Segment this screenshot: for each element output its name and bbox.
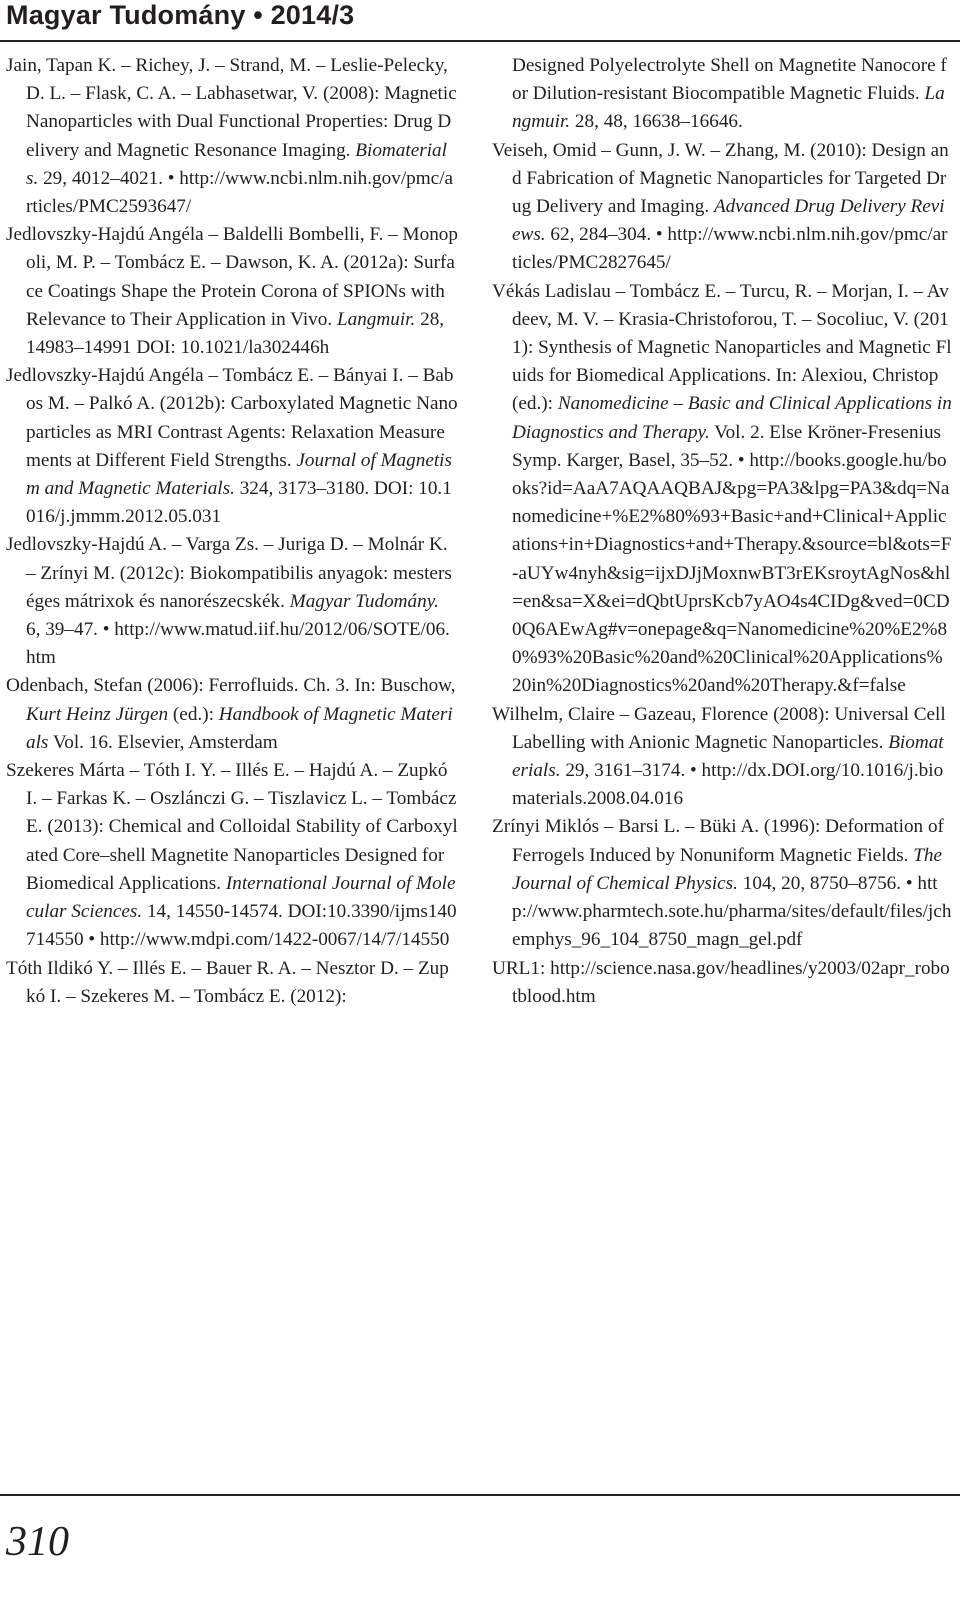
reference-entry: Szekeres Márta – Tóth I. Y. – Illés E. – Hajdú A. – Zupkó I. – Farkas K. – Oszlánczi G. – Tiszlavicz L. – Tombácz E. (2013): Chemical and Colloidal Stability of Carboxylated Core–shell Magnetite Nanoparticles Designed for Biomedical Applications. International Journal of Molecular Sciences. 14, 14550-14574. DOI:10.3390/ijms140714550 • http://www.mdpi.com/1422-0067/14/7/14550: [6, 760, 458, 951]
header-rule: [0, 40, 960, 42]
reference-entry: Veiseh, Omid – Gunn, J. W. – Zhang, M. (2010): Design and Fabrication of Magnetic Nanoparticles for Targeted Drug Delivery and Imaging. Advanced Drug Delivery Reviews. 62, 284–304. • http://www.ncbi.nlm.nih.gov/pmc/articles/PMC2827645/: [492, 139, 949, 274]
journal-header: Magyar Tudomány • 2014/3: [6, 0, 355, 30]
reference-entry: Jedlovszky-Hajdú A. – Varga Zs. – Juriga D. – Molnár K. – Zrínyi M. (2012c): Biokompatibilis anyagok: mesterséges mátrixok és nanorészecskék. Magyar Tudomány. 6, 39–47. • http://www.matud.iif.hu/2012/06/SOTE/06.htm: [6, 534, 452, 669]
page-number: 310: [6, 1519, 69, 1565]
reference-entry: Zrínyi Miklós – Barsi L. – Büki A. (1996): Deformation of Ferrogels Induced by Nonuniform Magnetic Fields. The Journal of Chemical Physics. 104, 20, 8750–8756. • http://www.pharmtech.sote.hu/pharma/sites/default/files/jchemphys_96_104_8750_magn_gel.pdf: [492, 816, 952, 951]
reference-column-left: [6, 52, 458, 1011]
reference-entry: Tóth Ildikó Y. – Illés E. – Bauer R. A. – Nesztor D. – Zupkó I. – Szekeres M. – Tombácz E. (2012):: [6, 957, 449, 1007]
reference-entry: Odenbach, Stefan (2006): Ferrofluids. Ch. 3. In: Buschow, Kurt Heinz Jürgen (ed.): Handbook of Magnetic Materials Vol. 16. Elsevier, Amsterdam: [6, 675, 456, 753]
reference-entry: Jedlovszky-Hajdú Angéla – Tombácz E. – Bányai I. – Babos M. – Palkó A. (2012b): Carboxylated Magnetic Nanoparticles as MRI Contrast Agents: Relaxation Measurements at Different Field Strengths. Journal of Magnetism and Magnetic Materials. 324, 3173–3180. DOI: 10.1016/j.jmmm.2012.05.031: [6, 365, 458, 528]
reference-entry: Jedlovszky-Hajdú Angéla – Baldelli Bombelli, F. – Monopoli, M. P. – Tombácz E. – Dawson, K. A. (2012a): Surface Coatings Shape the Protein Corona of SPIONs with Relevance to Their Application in Vivo. Langmuir. 28, 14983–14991 DOI: 10.1021/la302446h: [6, 224, 458, 359]
footer-rule: [0, 1494, 960, 1496]
reference-column-right: [492, 52, 952, 1011]
reference-entry: Jain, Tapan K. – Richey, J. – Strand, M. – Leslie-Pelecky, D. L. – Flask, C. A. – Labhasetwar, V. (2008): Magnetic Nanoparticles with Dual Functional Properties: Drug Delivery and Magnetic Resonance Imaging. Biomaterials. 29, 4012–4021. • http://www.ncbi.nlm.nih.gov/pmc/articles/PMC2593647/: [6, 55, 457, 218]
reference-entry-continued: Designed Polyelectrolyte Shell on Magnetite Nanocore for Dilution-resistant Biocompatible Magnetic Fluids. Langmuir. 28, 48, 16638–16646.: [512, 55, 947, 133]
reference-entry: Vékás Ladislau – Tombácz E. – Turcu, R. – Morjan, I. – Avdeev, M. V. – Krasia-Christoforou, T. – Socoliuc, V. (2011): Synthesis of Magnetic Nanoparticles and Magnetic Fluids for Biomedical Applications. In: Alexiou, Christop (ed.): Nanomedicine – Basic and Clinical Applications in Diagnostics and Therapy. Vol. 2. Else Kröner-Fresenius Symp. Karger, Basel, 35–52. • http://books.google.hu/books?id=AaA7AQAAQBAJ&pg=PA3&lpg=PA3&dq=Nanomedicine+%E2%80%93+Basic+and+Clinical+Applications+in+Diagnostics+and+Therapy.&source=bl&ots=F-aUYw4nyh&sig=ijxDJjMoxnwBT3rEKsroytAgNos&hl=en&sa=X&ei=dQbtUprsKcb7yAO4s4CIDg&ved=0CD0Q6AEwAg#v=onepage&q=Nanomedicine%20%E2%80%93%20Basic%20and%20Clinical%20Applications%20in%20Diagnostics%20and%20Therapy.&f=false: [492, 280, 952, 697]
reference-entry: URL1: http://science.nasa.gov/headlines/y2003/02apr_robotblood.htm: [492, 957, 950, 1007]
reference-entry: Wilhelm, Claire – Gazeau, Florence (2008): Universal Cell Labelling with Anionic Magnetic Nanoparticles. Biomaterials. 29, 3161–3174. • http://dx.DOI.org/10.1016/j.biomaterials.2008.04.016: [492, 703, 946, 810]
